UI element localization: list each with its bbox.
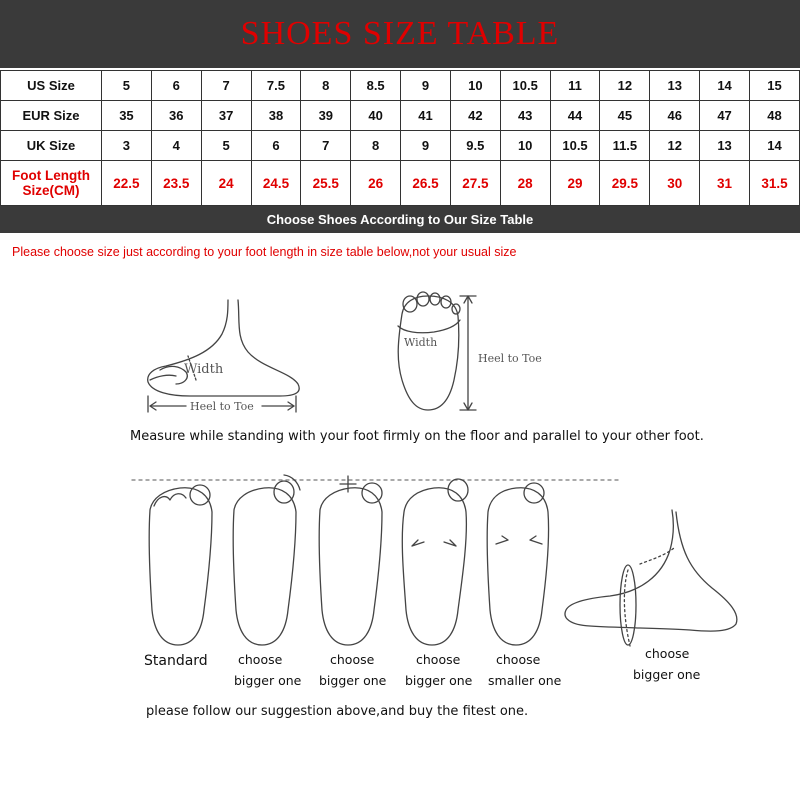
row-label: US Size	[1, 71, 102, 101]
table-cell: 24.5	[251, 161, 301, 206]
row-label-line1: Foot Length	[12, 168, 90, 183]
table-cell: 48	[749, 101, 799, 131]
table-cell: 36	[151, 101, 201, 131]
table-cell: 9.5	[450, 131, 500, 161]
size-table	[0, 70, 800, 206]
table-row-uk	[1, 131, 800, 161]
table-cell: 8	[301, 71, 351, 101]
table-cell: 47	[700, 101, 750, 131]
footer-suggestion: please follow our suggestion above,and buy the fitest one.	[146, 704, 529, 719]
size-note: Please choose size just according to your foot length in size table below,not your usual size	[12, 245, 517, 259]
caption-f6-line2: bigger one	[633, 667, 701, 682]
caption-f4-line1: choose	[416, 652, 461, 667]
foot-smaller-icon	[487, 483, 548, 645]
table-cell: 10	[450, 71, 500, 101]
caption-f3-line1: choose	[330, 652, 375, 667]
caption-f2-line2: bigger one	[234, 673, 302, 688]
table-cell: 3	[102, 131, 152, 161]
table-cell: 5	[201, 131, 251, 161]
table-row-eur	[1, 101, 800, 131]
row-label: EUR Size	[1, 101, 102, 131]
table-cell: 13	[700, 131, 750, 161]
table-cell: 29	[550, 161, 600, 206]
table-cell: 25.5	[301, 161, 351, 206]
table-cell: 42	[450, 101, 500, 131]
heel-label-sole: Heel to Toe	[478, 352, 542, 365]
row-label	[1, 161, 102, 206]
table-cell: 26.5	[401, 161, 451, 206]
measure-instruction: Measure while standing with your foot firmly on the floor and parallel to your other foot.	[130, 429, 704, 444]
table-cell: 41	[401, 101, 451, 131]
table-cell: 7	[201, 71, 251, 101]
table-cell: 40	[351, 101, 401, 131]
table-cell: 35	[102, 101, 152, 131]
width-label-sole: Width	[404, 336, 438, 349]
row-label: UK Size	[1, 131, 102, 161]
row-label-line2: Size(CM)	[22, 183, 80, 198]
choose-shoes-banner: Choose Shoes According to Our Size Table	[0, 206, 800, 233]
table-cell: 9	[401, 131, 451, 161]
caption-f3-line2: bigger one	[319, 673, 387, 688]
caption-f2-line1: choose	[238, 652, 283, 667]
table-cell: 38	[251, 101, 301, 131]
foot-bigger-2-icon	[319, 476, 382, 645]
table-cell: 8.5	[351, 71, 401, 101]
table-cell: 12	[600, 71, 650, 101]
table-cell: 10.5	[550, 131, 600, 161]
caption-f6-line1: choose	[645, 646, 690, 661]
foot-standard-icon	[149, 485, 212, 645]
table-cell: 22.5	[102, 161, 152, 206]
table-cell: 15	[749, 71, 799, 101]
table-cell: 39	[301, 101, 351, 131]
table-cell: 11.5	[600, 131, 650, 161]
table-cell: 14	[700, 71, 750, 101]
table-cell: 12	[650, 131, 700, 161]
table-cell: 31.5	[749, 161, 799, 206]
caption-f4-line2: bigger one	[405, 673, 473, 688]
table-cell: 10.5	[500, 71, 550, 101]
table-cell: 46	[650, 101, 700, 131]
caption-standard: Standard	[144, 653, 208, 669]
table-cell: 6	[251, 131, 301, 161]
table-cell: 11	[550, 71, 600, 101]
table-row-us	[1, 71, 800, 101]
table-cell: 26	[351, 161, 401, 206]
page-title: SHOES SIZE TABLE	[240, 15, 560, 52]
caption-f5-line1: choose	[496, 652, 541, 667]
table-cell: 43	[500, 101, 550, 131]
table-cell: 7.5	[251, 71, 301, 101]
table-row-foot-length	[1, 161, 800, 206]
table-cell: 29.5	[600, 161, 650, 206]
table-cell: 44	[550, 101, 600, 131]
table-cell: 9	[401, 71, 451, 101]
table-cell: 5	[102, 71, 152, 101]
foot-bigger-3-icon	[402, 479, 468, 645]
table-cell: 28	[500, 161, 550, 206]
table-cell: 24	[201, 161, 251, 206]
table-cell: 14	[749, 131, 799, 161]
caption-f5-line2: smaller one	[488, 673, 562, 688]
table-cell: 45	[600, 101, 650, 131]
table-cell: 31	[700, 161, 750, 206]
table-cell: 37	[201, 101, 251, 131]
heel-label-side: Heel to Toe	[190, 400, 254, 413]
side-foot-instep-icon	[565, 510, 737, 646]
table-cell: 23.5	[151, 161, 201, 206]
sole-foot-icon	[398, 292, 476, 410]
table-cell: 8	[351, 131, 401, 161]
heel-to-toe-arrow-icon	[148, 396, 296, 412]
table-cell: 4	[151, 131, 201, 161]
table-cell: 30	[650, 161, 700, 206]
table-cell: 13	[650, 71, 700, 101]
table-cell: 27.5	[450, 161, 500, 206]
header-bar	[0, 0, 800, 68]
foot-bigger-1-icon	[233, 475, 300, 645]
table-cell: 6	[151, 71, 201, 101]
side-foot-icon	[148, 300, 300, 396]
width-label-side: Width	[184, 362, 224, 377]
table-cell: 7	[301, 131, 351, 161]
table-cell: 10	[500, 131, 550, 161]
